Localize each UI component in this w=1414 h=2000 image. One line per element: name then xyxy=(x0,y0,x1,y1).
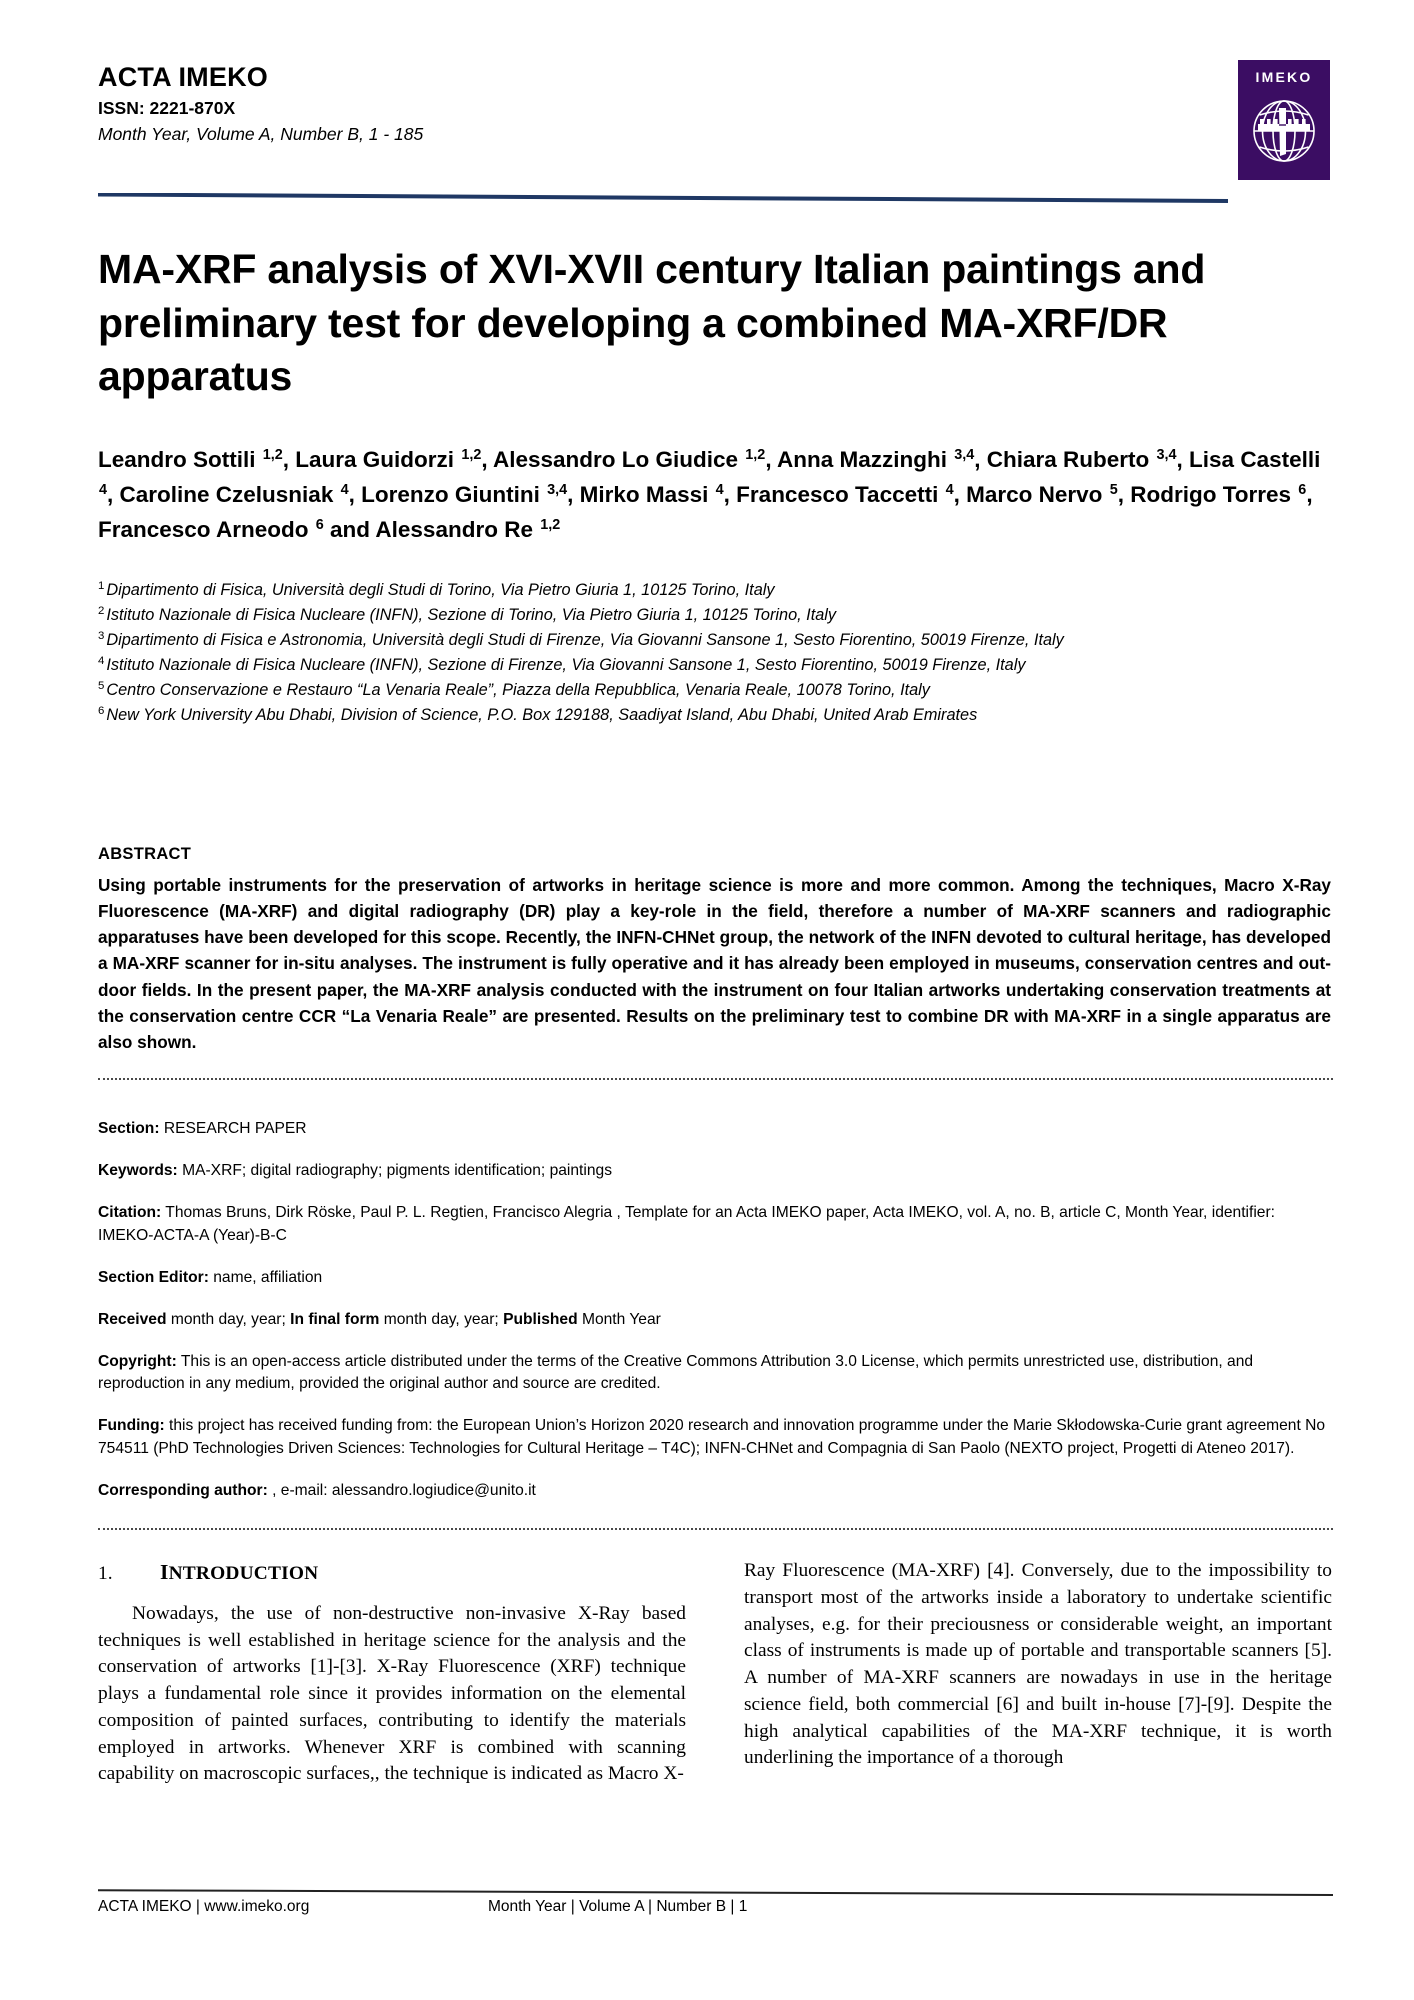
affiliation-marker: 3 xyxy=(98,629,105,642)
meta-funding xyxy=(98,1415,1333,1461)
body-column-left xyxy=(98,1558,686,1858)
affiliation-text: Centro Conservazione e Restauro “La Venaria Reale”, Piazza della Repubblica, Venaria Reale, 10078 Torino, Italy xyxy=(106,681,930,700)
meta-copyright-label: Copyright: xyxy=(98,1352,177,1370)
affiliation-marker: 4 xyxy=(98,654,105,667)
journal-name: ACTA IMEKO xyxy=(98,62,268,92)
section-title-rest: NTRODUCTION xyxy=(168,1563,319,1584)
section-title-initial: I xyxy=(160,1560,169,1584)
affiliation-item xyxy=(98,653,1348,678)
journal-issn: ISSN: 2221-870X xyxy=(98,98,236,119)
meta-corresponding-value: , e-mail: alessandro.logiudice@unito.it xyxy=(272,1482,536,1500)
meta-funding-value: this project has received funding from: the European Union’s Horizon 2020 research and innovation programme under the Marie Skłodowska-Curie grant agreement No 754511 (PhD Technologies Driven Sciences: Technologies for Cultural Heritage – T4C); INFN-CHNet and Compagnia di San Paolo (NEXTO project, Progetti di Ateneo 2017). xyxy=(98,1417,1326,1458)
affiliation-item xyxy=(98,603,1348,628)
footer-divider xyxy=(98,1884,1333,1890)
meta-dates xyxy=(98,1309,1333,1332)
meta-received-value: month day, year; xyxy=(170,1310,286,1328)
author-line: Leandro Sottili $^{1,2}$, Laura Guidorzi $^{1,2}$, Alessandro Lo Giudice $^{1,2}$, Anna Mazzinghi $^{3,4}$, Chiara Ruberto $^{3,4}$, Lisa Castelli $^4$, Caroline Czelusniak $^4$, Lorenzo Giuntini $^{3,4}$, Mirko Massi $^4$, Francesco Taccetti $^4$, Marco Nervo $^5$, Rodrigo Torres $^6$, Francesco Arneodo $^6$ and Alessandro Re $^{1,2}$ xyxy=(98,446,1321,543)
section-divider-bottom xyxy=(98,1528,1333,1532)
meta-section-editor-value: name, affiliation xyxy=(213,1268,323,1286)
meta-citation-value: Thomas Bruns, Dirk Röske, Paul P. L. Regtien, Francisco Alegria , Template for an Acta IMEKO paper, Acta IMEKO, vol. A, no. B, article C, Month Year, identifier: IMEKO-ACTA-A (Year)-B-C xyxy=(98,1203,1275,1244)
meta-section-editor-label: Section Editor: xyxy=(98,1268,209,1286)
meta-keywords-value: MA-XRF; digital radiography; pigments identification; paintings xyxy=(182,1161,612,1179)
meta-corresponding-author xyxy=(98,1480,1333,1503)
affiliation-list xyxy=(98,578,1348,729)
body-paragraph: Ray Fluorescence (MA-XRF) [4]. Conversely, due to the impossibility to transport most of the artworks inside a laboratory to undertake scientific analyses, e.g. for their preciousness or considerable weight, an important class of instruments is made up of portable and transportable scanners [5]. A number of MA-XRF scanners are nowadays in use in the heritage science field, both commercial [6] and built in-house [7]-[9]. Despite the high analytical capabilities of the MA-XRF technique, it is worth underlining the importance of a thorough xyxy=(744,1560,1332,1769)
imeko-logo xyxy=(1238,60,1330,180)
affiliation-text: New York University Abu Dhabi, Division of Science, P.O. Box 129188, Saadiyat Island, Abu Dhabi, United Arab Emirates xyxy=(106,706,978,725)
section-number: 1. xyxy=(98,1563,113,1584)
header-divider xyxy=(98,190,1228,198)
meta-citation xyxy=(98,1202,1333,1248)
masthead xyxy=(98,62,1218,146)
footer-issue-page: Month Year | Volume A | Number B | 1 xyxy=(488,1898,748,1915)
meta-corresponding-label: Corresponding author: xyxy=(98,1482,268,1500)
section-divider-top xyxy=(98,1078,1333,1082)
meta-section-value: RESEARCH PAPER xyxy=(163,1120,307,1137)
section-heading-introduction xyxy=(98,1558,686,1588)
footer-journal-url: ACTA IMEKO | www.imeko.org xyxy=(98,1898,310,1915)
page-footer xyxy=(98,1898,1333,1916)
body-paragraph: Nowadays, the use of non-destructive non-invasive X-Ray based techniques is well established in heritage science for the analysis and the conservation of artworks [1]-[3]. X-Ray Fluorescence (XRF) technique plays a fundamental role since it provides information on the elemental composition of painted surfaces, contributing to identify the materials employed in artworks. Whenever XRF is combined with scanning capability on macroscopic surfaces,, the technique is indicated as Macro X- xyxy=(98,1602,686,1785)
affiliation-item xyxy=(98,628,1348,653)
page-title: MA-XRF analysis of XVI-XVII century Italian paintings and preliminary test for developing a combined MA-XRF/DR apparatus xyxy=(98,246,1206,400)
affiliation-item xyxy=(98,578,1348,603)
meta-section-editor xyxy=(98,1267,1333,1290)
affiliation-text: Istituto Nazionale di Fisica Nucleare (INFN), Sezione di Firenze, Via Giovanni Sansone 1, Sesto Fiorentino, 50019 Firenze, Italy xyxy=(106,656,1026,675)
abstract-label: ABSTRACT xyxy=(98,845,192,863)
body-columns xyxy=(98,1558,1333,1858)
meta-citation-label: Citation: xyxy=(98,1203,162,1221)
affiliation-marker: 5 xyxy=(98,679,105,692)
abstract-text: Using portable instruments for the preservation of artworks in heritage science is more and more common. Among the techniques, Macro X-Ray Fluorescence (MA-XRF) and digital radiography (DR) play a key-role in the field, therefore a number of MA-XRF scanners and radiographic apparatuses have been developed for this scope. Recently, the INFN-CHNet group, the network of the INFN devoted to cultural heritage, has developed a MA-XRF scanner for in-situ analyses. The instrument is fully operative and it has already been employed in museums, conservation centres and out-door fields. In the present paper, the MA-XRF analysis conducted with the instrument on four Italian artworks undertaking conservation treatments at the conservation centre CCR “La Venaria Reale” are presented. Results on the preliminary test to combine DR with MA-XRF in a single apparatus are also shown. xyxy=(98,875,1331,1052)
body-column-right xyxy=(744,1558,1332,1858)
meta-copyright xyxy=(98,1351,1333,1397)
meta-published-value: Month Year xyxy=(581,1310,661,1328)
meta-keywords xyxy=(98,1160,1333,1183)
meta-published-label: Published xyxy=(503,1310,578,1328)
meta-copyright-value: This is an open-access article distributed under the terms of the Creative Commons Attribution 3.0 License, which permits unrestricted use, distribution, and reproduction in any medium, provided the original author and source are credited. xyxy=(98,1352,1254,1393)
section-title xyxy=(160,1558,318,1588)
affiliation-marker: 6 xyxy=(98,705,105,718)
affiliation-text: Dipartimento di Fisica e Astronomia, Università degli Studi di Firenze, Via Giovanni Sansone 1, Sesto Fiorentino, 50019 Firenze, Italy xyxy=(106,631,1064,650)
affiliation-marker: 2 xyxy=(98,604,105,617)
affiliation-item xyxy=(98,703,1348,728)
abstract-block xyxy=(98,845,1331,1055)
author-list xyxy=(98,442,1333,547)
meta-funding-label: Funding: xyxy=(98,1417,165,1435)
globe-icon xyxy=(1249,92,1319,171)
imeko-logo-wordmark: IMEKO xyxy=(1255,69,1313,85)
affiliation-item xyxy=(98,678,1348,703)
meta-keywords-label: Keywords: xyxy=(98,1161,178,1179)
meta-section xyxy=(98,1118,1333,1141)
meta-section-label: Section: xyxy=(98,1120,160,1137)
meta-received-label: Received xyxy=(98,1310,167,1328)
affiliation-text: Dipartimento di Fisica, Università degli Studi di Torino, Via Pietro Giuria 1, 10125 Torino, Italy xyxy=(106,581,775,599)
affiliation-marker: 1 xyxy=(98,579,105,592)
meta-final-form-label: In final form xyxy=(290,1310,380,1328)
meta-final-form-value: month day, year; xyxy=(383,1310,499,1328)
article-metadata xyxy=(98,1118,1333,1522)
journal-issue-line: Month Year, Volume A, Number B, 1 - 185 xyxy=(98,123,424,144)
affiliation-text: Istituto Nazionale di Fisica Nucleare (INFN), Sezione di Torino, Via Pietro Giuria 1, 10125 Torino, Italy xyxy=(106,606,837,625)
